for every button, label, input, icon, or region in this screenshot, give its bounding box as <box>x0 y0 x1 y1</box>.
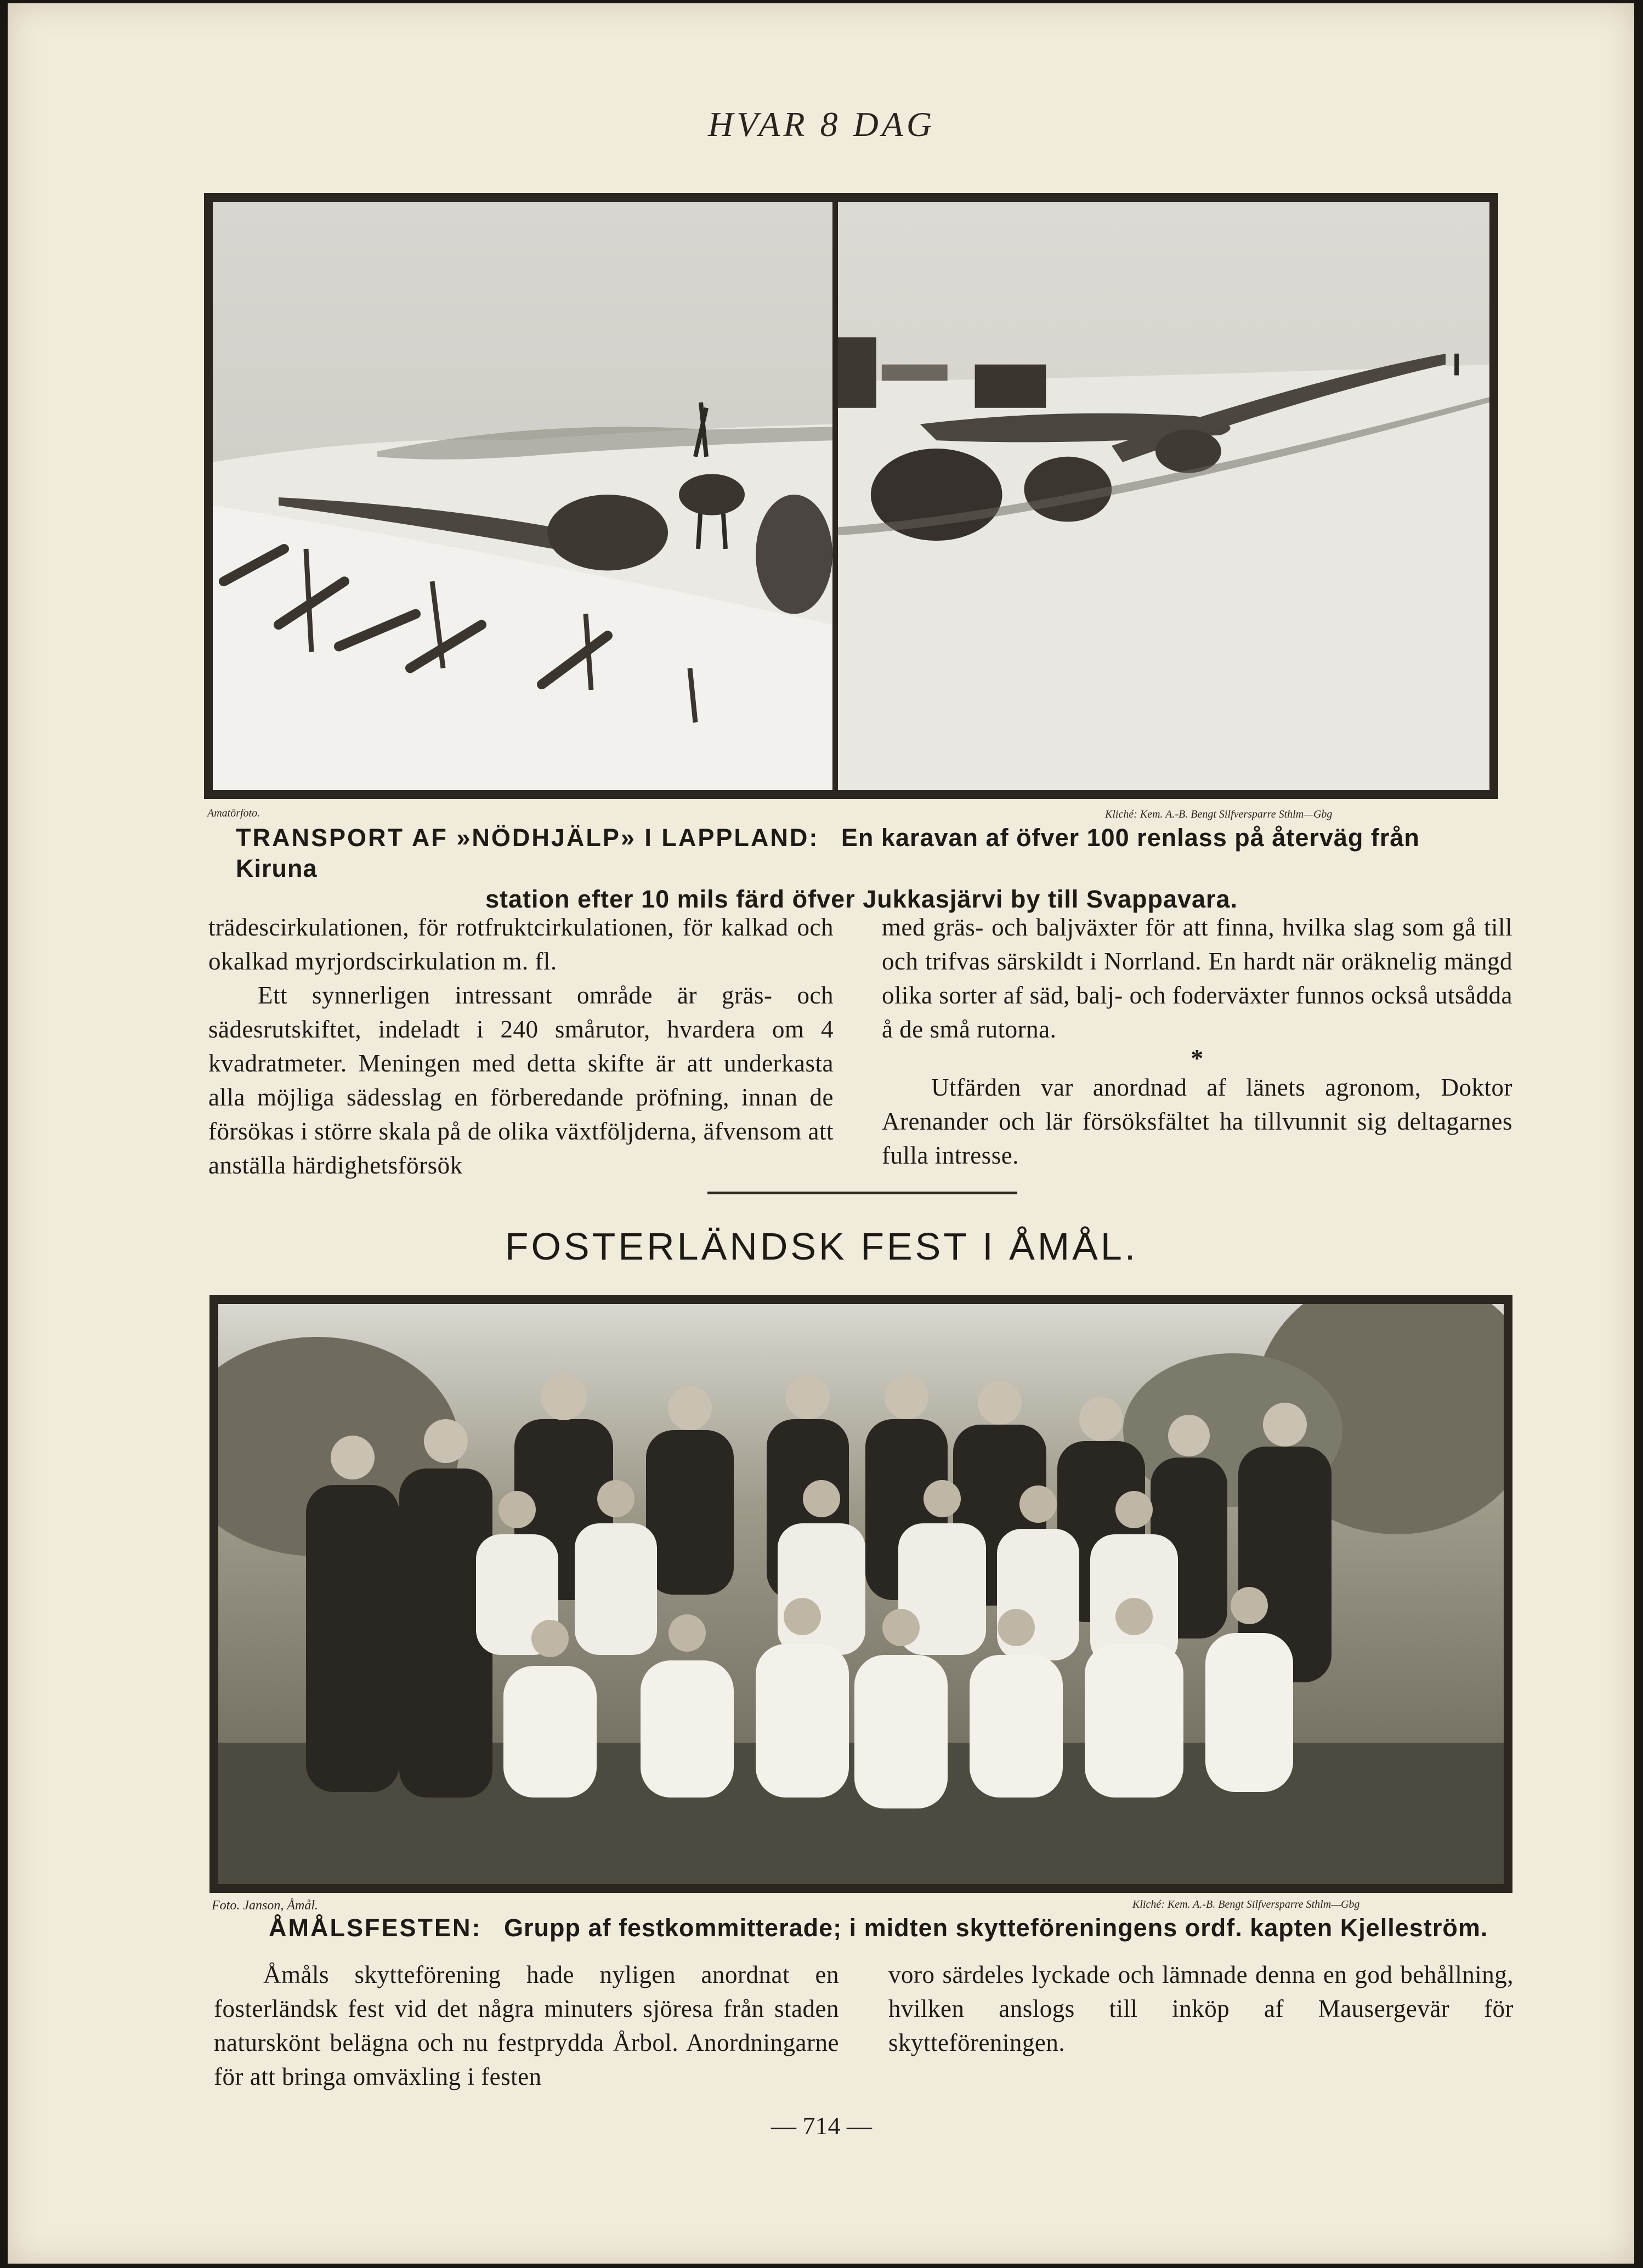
group-photo <box>218 1304 1504 1884</box>
article2-paragraph: Åmåls skytteförening hade nyligen anordnat en fosterländsk fest vid det några minuters sjöresa från staden naturskönt belägna och nu festprydda Årbol. Anordningarne för att bringa omväxling i festen <box>214 1961 839 2090</box>
section-divider-rule <box>707 1192 1017 1194</box>
page-number: — 714 — <box>771 2112 872 2140</box>
top-caption-line1: En karavan af öfver 100 renlass på återväg från Kiruna <box>236 824 1420 882</box>
top-photo-right-credit: Kliché: Kem. A.-B. Bengt Silfversparre Sthlm—Gbg <box>1105 808 1333 820</box>
snow-landscape-right-image <box>838 202 1489 790</box>
running-head: HVAR 8 DAG <box>707 105 936 144</box>
article-paragraph: Utfärden var anordnad af länets agronom, Doktor Arenander och lär försöksfältet ha tillvunnit sig deltagarnes fulla intresse. <box>882 1074 1512 1169</box>
article-paragraph: med gräs- och baljväxter för att finna, hvilka slag som gå till och trifvas särskildt i Norrland. En hardt när oräknelig mängd olika sorter af säd, balj- och foderväxter funnos också utsådda å de små rutorna. <box>882 914 1512 1043</box>
top-caption-lead: TRANSPORT AF »NÖDHJÄLP» I LAPPLAND: <box>236 824 819 852</box>
bottom-photo-right-credit: Kliché: Kem. A.-B. Bengt Silfversparre Sthlm—Gbg <box>1132 1898 1360 1910</box>
section-break-asterisk: * <box>1191 1044 1204 1072</box>
article-paragraph: trädescirkulationen, för rotfruktcirkulationen, för kalkad och okalkad myrjordscirkulation m. fl. <box>208 914 834 975</box>
top-photo-left-credit: Amatörfoto. <box>207 807 260 819</box>
reindeer-caravan-photo-frame <box>204 193 1498 799</box>
reindeer-caravan-photo-left <box>213 202 832 790</box>
article-right-column <box>882 910 1512 1172</box>
snow-landscape-left-image <box>213 202 832 790</box>
article2-left-column <box>214 1958 839 2094</box>
section-title: FOSTERLÄNDSK FEST I ÅMÅL. <box>505 1225 1138 1268</box>
article2-right-column <box>888 1958 1514 2060</box>
festival-group-image <box>218 1304 1504 1884</box>
group-photo-frame <box>209 1295 1512 1893</box>
bottom-caption-lead: ÅMÅLSFESTEN: <box>269 1914 482 1942</box>
article2-paragraph: voro särdeles lyckade och lämnade denna en god behållning, hvilken anslogs till inköp af Mausergevär för skytteföreningen. <box>888 1961 1514 2056</box>
bottom-caption-text: Grupp af festkommitterade; i midten skytteföreningens ordf. kapten Kjelleström. <box>504 1914 1488 1942</box>
reindeer-caravan-photo-right <box>838 202 1489 790</box>
article-left-column <box>208 910 834 1182</box>
top-caption-line2: station efter 10 mils färd öfver Jukkasjärvi by till Svappavara. <box>485 885 1238 913</box>
article-paragraph: Ett synnerligen intressant område är gräs- och sädesrutskiftet, indeladt i 240 smårutor, hvardera om 4 kvadratmeter. Meningen med detta skifte är att underkasta alla möjliga sädesslag en förberedande pröfning, innan de försökas i större skala på de olika växtföljderna, äfvensom att anställa härdighetsförsök <box>208 982 834 1179</box>
bottom-photo-caption <box>269 1913 1530 1943</box>
bottom-photo-left-credit: Foto. Janson, Åmål. <box>212 1898 318 1913</box>
top-photo-caption <box>236 823 1497 915</box>
